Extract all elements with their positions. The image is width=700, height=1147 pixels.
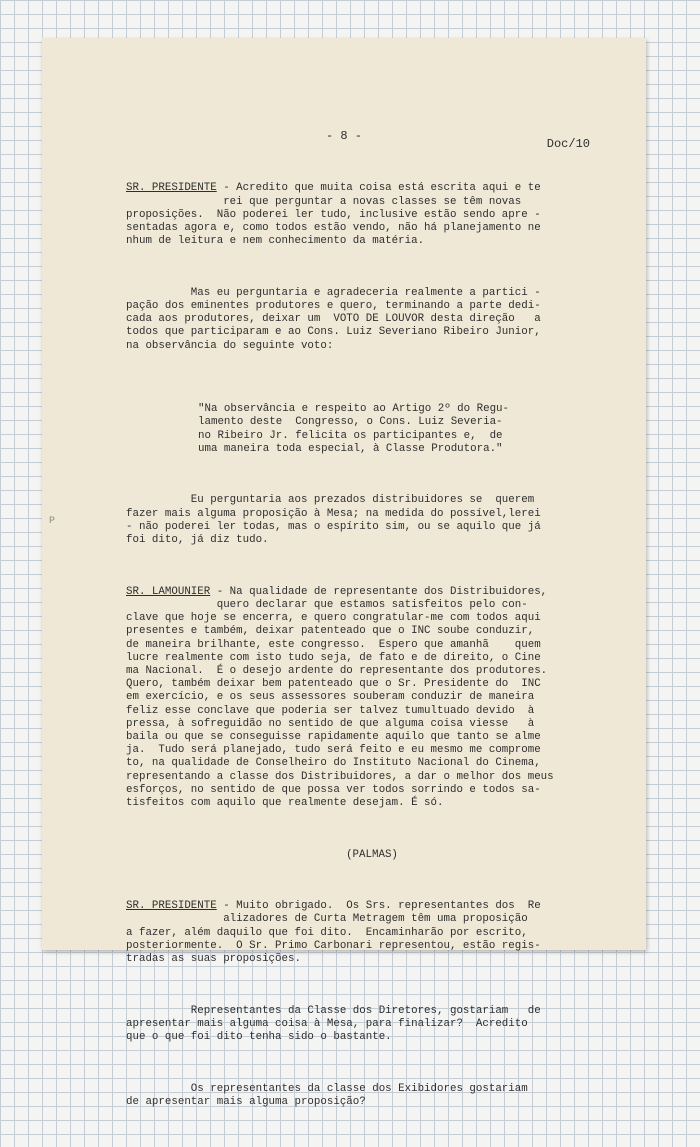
paragraph-diretores: Representantes da Classe dos Diretores, gostariam de apresentar mais alguma coisa à Mesa, para finalizar? Acredito que o que foi dito tenha sido o bastante. — [126, 1004, 541, 1043]
speech-presidente-1 — [126, 182, 618, 248]
speech-text: rei que perguntar a novas classes se têm novas proposições. Não poderei ler tudo, inclusive estão sendo apre - sentadas agora e, como todos estão vendo, não há planejamento ne nhum de leitura e nem conhecimento da matéria. — [126, 195, 541, 248]
speech-text: quero declarar que estamos satisfeitos pelo con- clave que hoje se encerra, e quero congratular-me com todos aqui presentes e também, deixar patenteado que o INC soube conduzir, de maneira brilhante, este congresso. Espero que amanhã quem lucre realmente com isto tudo seja, de fato e de direito, o Cine ma Nacional. É o desejo ardente do representante dos produtores. Quero, também deixar bem patenteado que o Sr. Presidente do INC em exercício, e os seus assessores souberam conduzir de maneira feliz esse conclave que poderia ser talvez tumultuado devido à pressa, à sofreguidão no sentido de que alguma coisa viesse à baila ou que se conseguisse rapidamente aquilo que tanto se alme ja. Tudo será planejado, tudo será feito e eu mesmo me comprome to, na qualidade de Conselheiro do Instituto Nacional do Cinema, representando a classe dos Distribuidores, a dar o melhor dos meus esforços, no sentido de que possa ver todos sorrindo e todos sa- tisfeitos com aquilo que realmente desejam. É só. — [126, 598, 554, 809]
speaker-name: SR. LAMOUNIER — [126, 585, 211, 598]
paragraph-exibidores: Os representantes da classe dos Exibidores gostariam de apresentar mais alguma proposição? — [126, 1082, 528, 1108]
document-reference: Doc/10 — [546, 137, 590, 151]
speaker-name: SR. PRESIDENTE — [126, 182, 217, 195]
paragraph-voto-louvor: Mas eu perguntaria e agradeceria realmente a partici - pação dos eminentes produtores e quero, terminando a parte dedi- cada aos produtores, deixar um VOTO DE LOUVOR desta direção a todos que participaram e ao Cons. Luiz Severiano Ribeiro Junior, na observância do seguinte voto: — [126, 286, 541, 352]
speech-text: alizadores de Curta Metragem têm uma proposição a fazer, além daquilo que foi dito. Encaminharão por escrito, posteriormente. O Sr. Primo Carbonari representou, estão regis- tradas as suas proposições. — [126, 913, 541, 965]
page-number: - 8 - — [325, 129, 362, 143]
speech-presidente-2 — [126, 900, 618, 966]
transcript-body — [126, 156, 618, 1147]
paragraph-distribuidores: Eu perguntaria aos prezados distribuidores se querem fazer mais alguma proposição à Mesa; na medida do possível,lerei - não poderei ler todas, mas o espírito sim, ou se aquilo que já foi dito, já diz tudo. — [126, 494, 541, 547]
speech-lamounier — [126, 586, 618, 810]
document-page — [42, 38, 646, 1108]
speech-first-line: - Na qualidade de representante dos Distribuidores, — [210, 585, 548, 598]
speaker-name: SR. PRESIDENTE — [126, 900, 217, 913]
applause-note: (PALMAS) — [346, 848, 398, 861]
speech-first-line: - Muito obrigado. Os Srs. representantes dos Re — [216, 900, 541, 913]
speech-first-line: - Acredito que muita coisa está escrita aqui e te — [216, 182, 541, 195]
quoted-vote: "Na observância e respeito ao Artigo 2º do Regu- lamento deste Congresso, o Cons. Luiz Severia- no Ribeiro Jr. felicita os participantes e, de uma maneira toda especial, à Classe Produtora." — [198, 403, 510, 455]
margin-pencil-mark: P — [49, 516, 56, 527]
